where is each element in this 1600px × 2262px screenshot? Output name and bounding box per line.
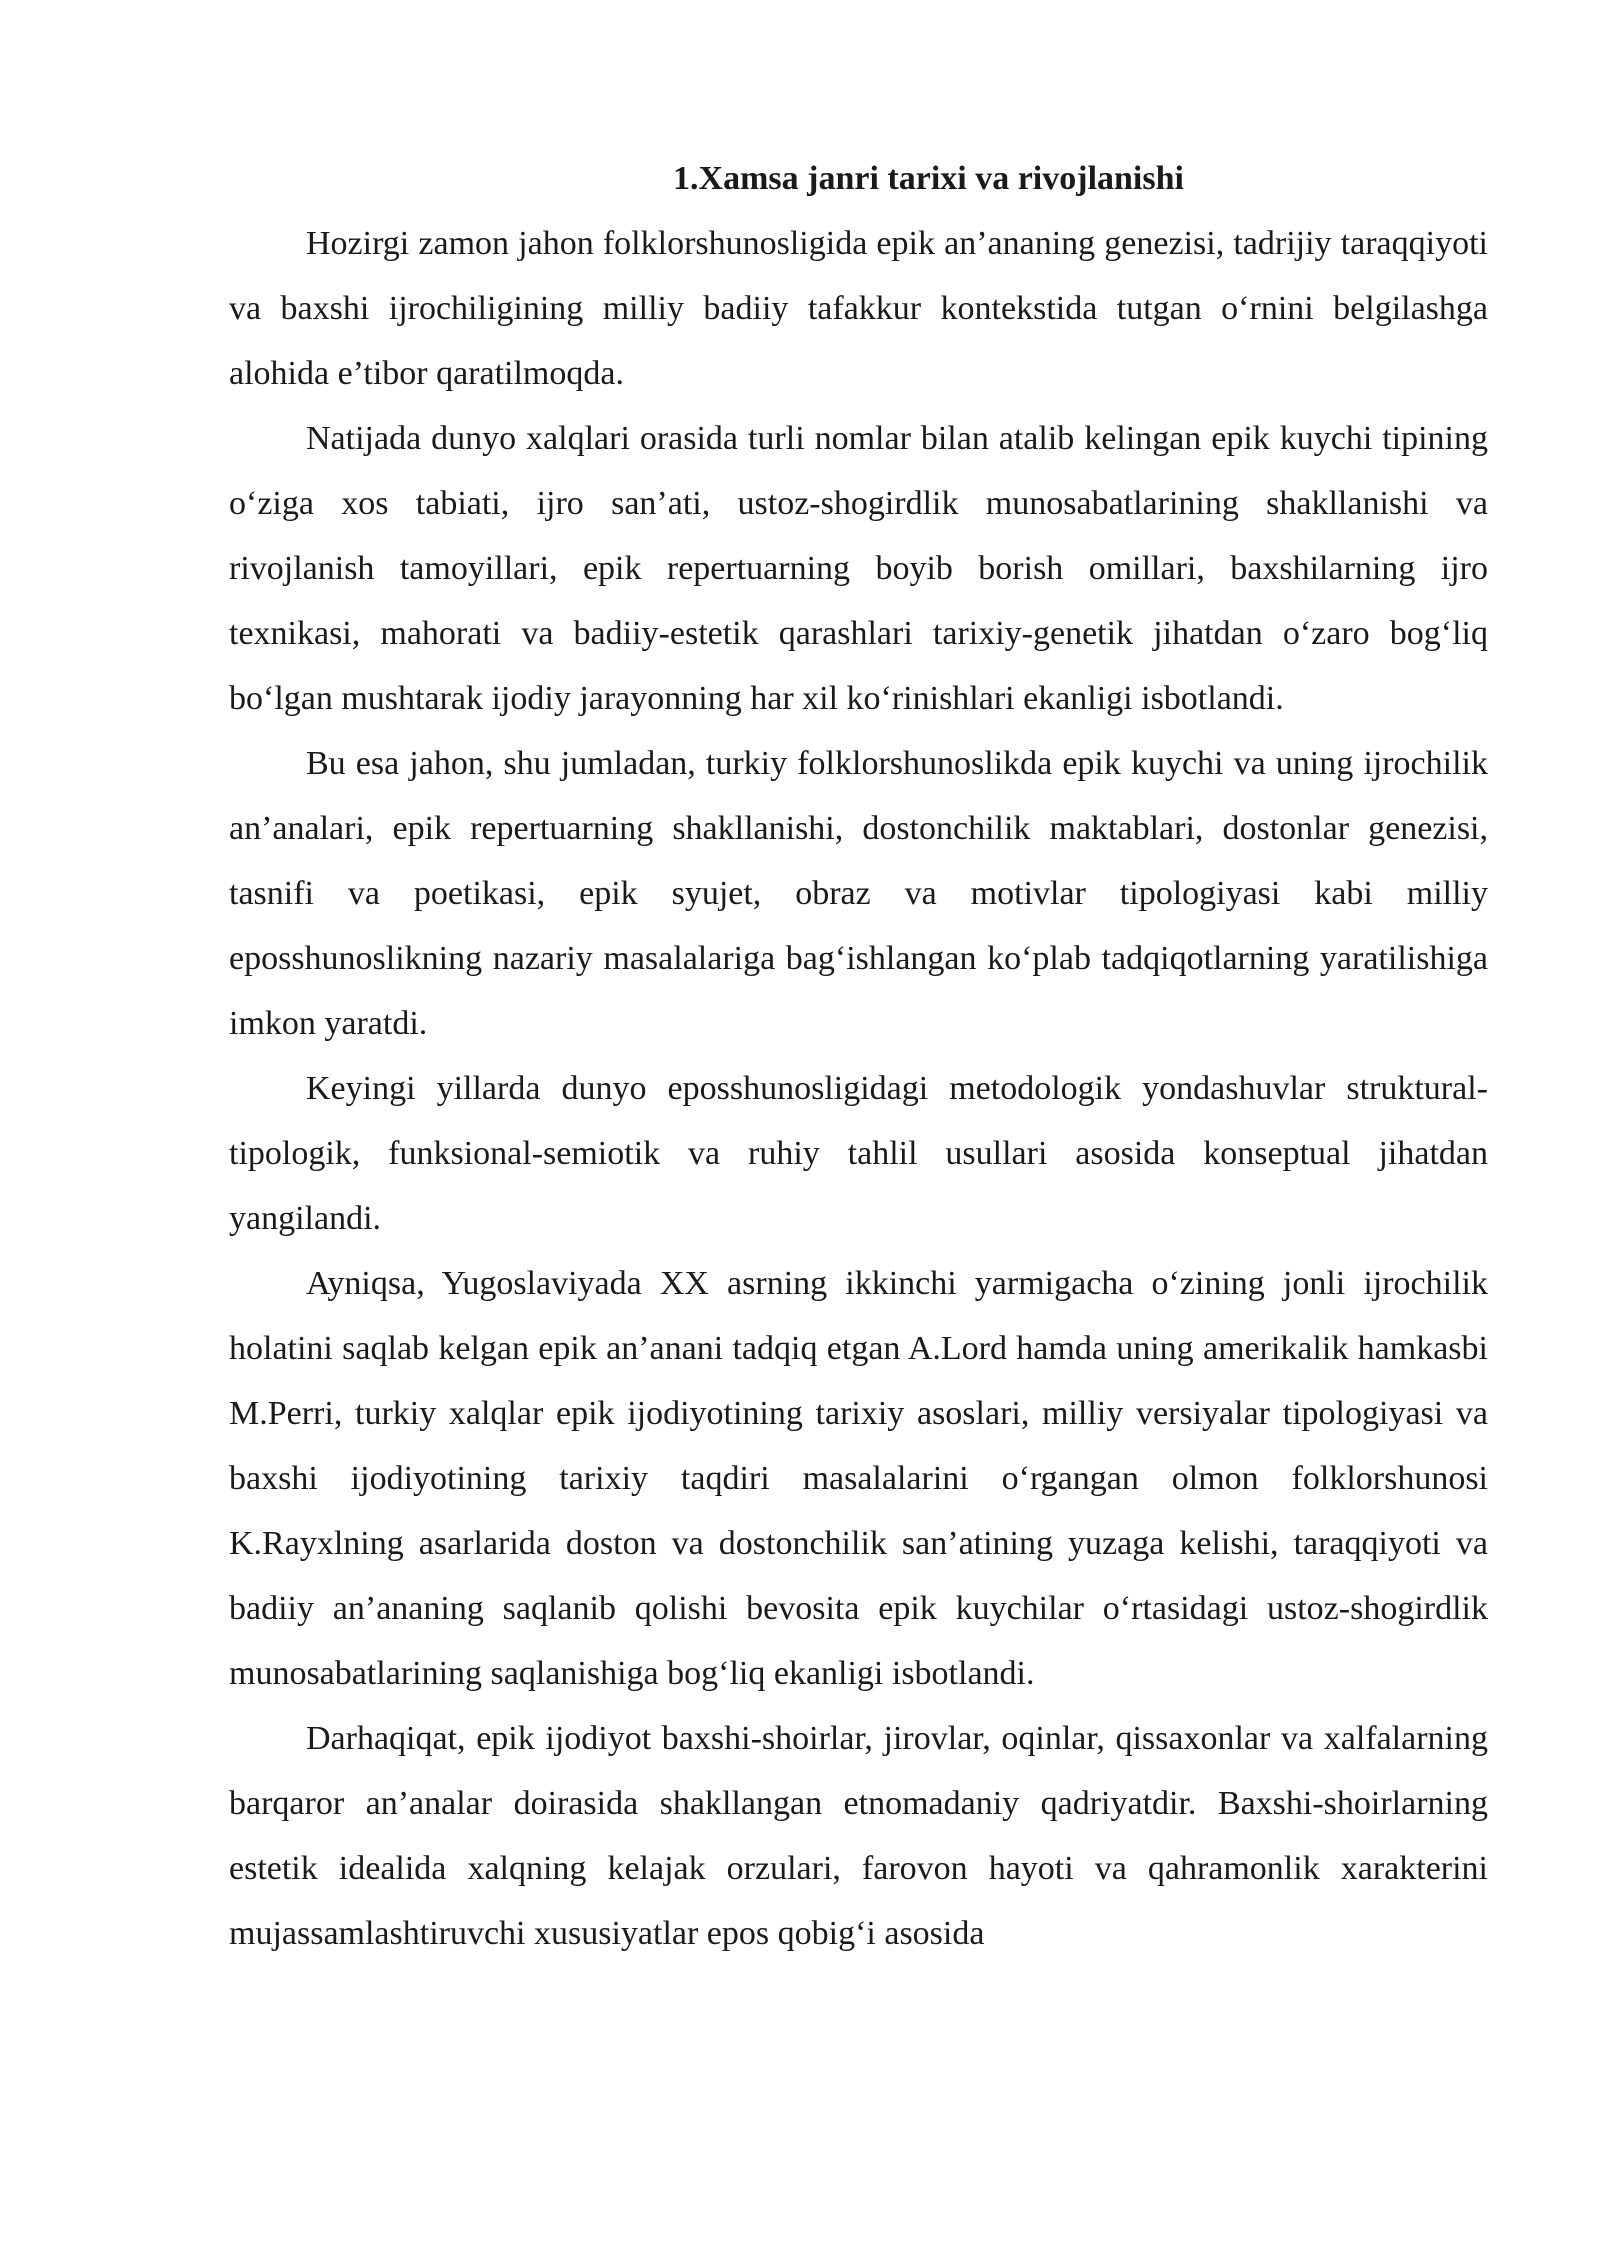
- section-title: 1.Xamsa janri tarixi va rivojlanishi: [673, 160, 1184, 197]
- paragraph-2: Natijada dunyo xalqlari orasida turli nomlar bilan atalib kelingan epik kuychi tipining o‘ziga xos tabiati, ijro san’ati, ustoz-shogirdlik munosabatlarining shakllanishi va rivojlanish tamoyillari, epik repertuarning boyib borish omillari, baxshilarning ijro texnikasi, mahorati va badiiy-estetik qarashlari tarixiy-genetik jihatdan o‘zaro bog‘liq bo‘lgan mushtarak ijodiy jarayonning har xil ko‘rinishlari ekanligi isbotlandi.: [229, 420, 1488, 717]
- paragraph-3: Bu esa jahon, shu jumladan, turkiy folklorshunoslikda epik kuychi va uning ijrochilik an’analari, epik repertuarning shakllanishi, dostonchilik maktablari, dostonlar genezisi, tasnifi va poetikasi, epik syujet, obraz va motivlar tipologiyasi kabi milliy eposshunoslikning nazariy masalalariga bag‘ishlangan ko‘plab tadqiqotlarning yaratilishiga imkon yaratdi.: [229, 745, 1488, 1042]
- paragraph-5: Ayniqsa, Yugoslaviyada XX asrning ikkinchi yarmigacha o‘zining jonli ijrochilik holatini saqlab kelgan epik an’anani tadqiq etgan A.Lord hamda uning amerikalik hamkasbi M.Perri, turkiy xalqlar epik ijodiyotining tarixiy asoslari, milliy versiyalar tipologiyasi va baxshi ijodiyotining tarixiy taqdiri masalalarini o‘rgangan olmon folklorshunosi K.Rayxlning asarlarida doston va dostonchilik san’atining yuzaga kelishi, taraqqiyoti va badiiy an’ananing saqlanib qolishi bevosita epik kuychilar o‘rtasidagi ustoz-shogirdlik munosabatlarining saqlanishiga bog‘liq ekanligi isbotlandi.: [229, 1265, 1488, 1692]
- paragraph-6: Darhaqiqat, epik ijodiyot baxshi-shoirlar, jirovlar, oqinlar, qissaxonlar va xalfalarning barqaror an’analar doirasida shakllangan etnomadaniy qadriyatdir. Baxshi-shoirlarning estetik idealida xalqning kelajak orzulari, farovon hayoti va qahramonlik xarakterini mujassamlashtiruvchi xususiyatlar epos qobig‘i asosida: [229, 1720, 1488, 1952]
- paragraph-4: Keyingi yillarda dunyo eposshunosligidagi metodologik yondashuvlar struktural-tipologik, funksional-semiotik va ruhiy tahlil usullari asosida konseptual jihatdan yangilandi.: [229, 1070, 1488, 1237]
- document-body: [229, 146, 1488, 1966]
- paragraph-1: Hozirgi zamon jahon folklorshunosligida epik an’ananing genezisi, tadrijiy taraqqiyoti va baxshi ijrochiligining milliy badiiy tafakkur kontekstida tutgan o‘rnini belgilashga alohida e’tibor qaratilmoqda.: [229, 225, 1488, 392]
